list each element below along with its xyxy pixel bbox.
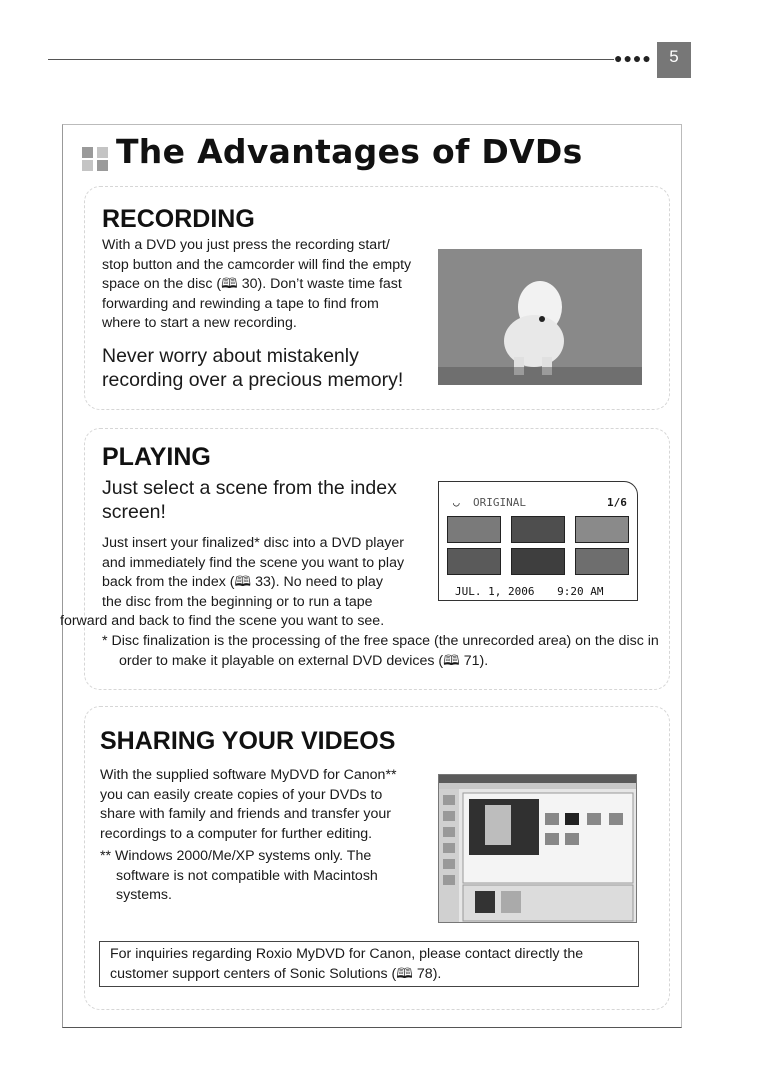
playing-tagline: Just select a scene from the index screen! [102,477,397,523]
index-thumbnails [447,516,630,576]
playing-body: Just insert your finalized* disc into a DVD player and immediately find the scene you want to play back from the index (🕮 33). No need to play the disc from the beginning or to run a tape forward and back to find the scene you want to see. [60,535,405,629]
recording-tagline: Never worry about mistakenly recording over a precious memory! [102,345,404,391]
index-thumbnail [511,516,565,543]
index-thumbnail [447,516,501,543]
recording-body: With a DVD you just press the recording start/ stop button and the camcorder will find the empty space on the disc (🕮 30). Don’t waste time fast forwarding and rewinding a tape to find from where to start a new recording. [102,237,412,331]
index-thumbnail [575,516,629,543]
sharing-body: With the supplied software MyDVD for Canon** you can easily create copies of your DVDs to share with family and friends and transfer your recordings to a computer for further editing. [100,767,397,842]
index-thumbnail [511,548,565,575]
page-title: The Advantages of DVDs [116,132,583,171]
header-dots: ●●●● [614,50,652,66]
dog-photo [438,249,642,385]
header-rule [48,59,614,60]
recording-heading: RECORDING [102,205,255,233]
software-screenshot [438,774,637,923]
playing-footnote: * Disc finalization is the processing of the free space (the unrecorded area) on the disc in order to make it playable on external DVD devices (🕮 71). [102,633,659,669]
index-time: 9:20 AM [557,585,604,598]
index-screen-illustration [438,481,638,601]
index-thumbnail [575,548,629,575]
index-original-label: ORIGINAL [473,496,526,509]
support-notice: For inquiries regarding Roxio MyDVD for Canon, please contact directly the customer support centers of Sonic Solutions (🕮 78). [99,941,639,987]
sharing-footnote: ** Windows 2000/Me/XP systems only. The software is not compatible with Macintosh systems. [100,848,378,903]
playing-heading: PLAYING [102,443,211,471]
page-number: 5 [657,42,691,78]
sharing-heading: SHARING YOUR VIDEOS [100,727,396,755]
index-datetime [455,585,603,598]
index-page-count: 1/6 [607,496,627,509]
disc-icon: ◡ [453,496,460,509]
index-date: JUL. 1, 2006 [455,585,535,598]
index-thumbnail [447,548,501,575]
